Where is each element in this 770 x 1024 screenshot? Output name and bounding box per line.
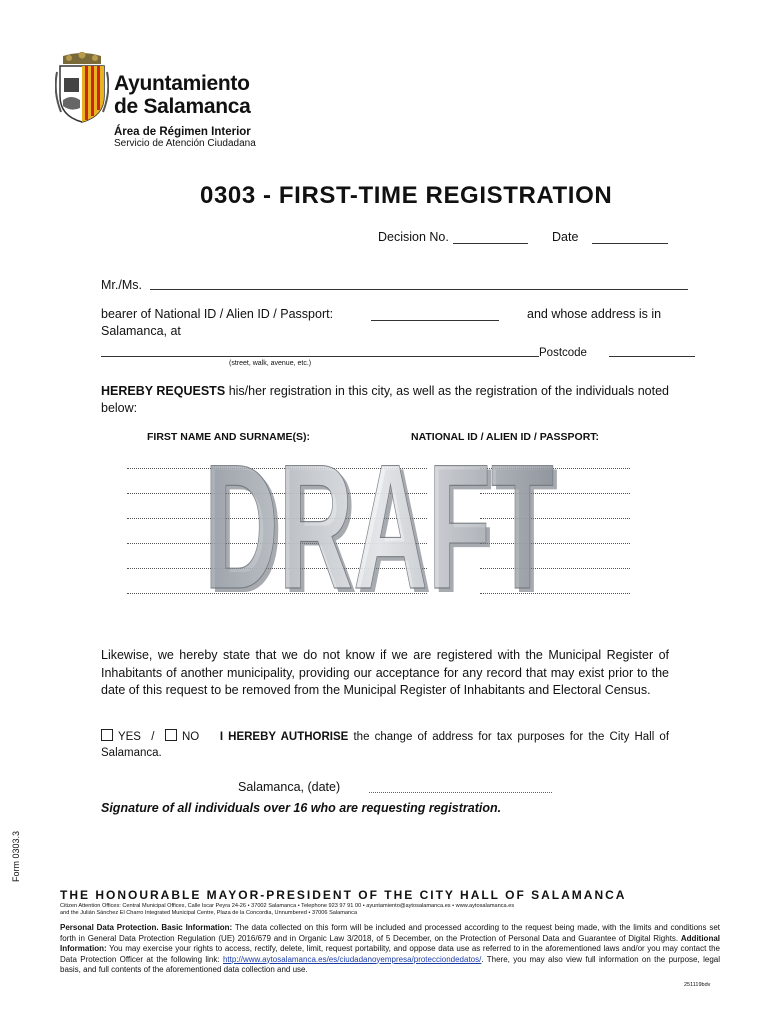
yes-label: YES <box>117 731 141 743</box>
offices-line-2: and the Julián Sánchez El Charro Integrated Municipal Centre, Plaza de la Concordia, Unnumbered • 37006 Salamanca <box>60 910 358 916</box>
likewise-paragraph: Likewise, we hereby state that we do not know if we are registered with the Municipal Register of Inhabitants of another municipality, providing our acceptance for any record that may exist prior to the date of this request to be removed from the Municipal Register of Inhabitants and Electoral Census. <box>101 648 669 697</box>
salamanca-at-label: Salamanca, at <box>101 324 181 338</box>
names-column-header: FIRST NAME AND SURNAME(S): <box>147 431 310 443</box>
mayor-heading: THE HONOURABLE MAYOR-PRESIDENT OF THE CITY HALL OF SALAMANCA <box>60 888 627 902</box>
street-hint: (street, walk, avenue, etc.) <box>229 360 312 367</box>
place-date-label: Salamanca, (date) <box>238 780 341 794</box>
legal-text-2: You may exercise your rights to access, rectify, delete, limit, request portability, and oppose data use as referred to in the aforementioned laws and/or you may contact the Data Protection Officer at the following link: <box>60 944 720 964</box>
svg-text:DRAFT: DRAFT <box>208 455 558 605</box>
decision-number-field[interactable] <box>453 243 528 244</box>
date-field[interactable] <box>592 243 668 244</box>
form-title: 0303 - FIRST-TIME REGISTRATION <box>200 182 613 209</box>
date-label: Date <box>552 230 579 244</box>
signature-note: Signature of all individuals over 16 who are requesting registration. <box>101 801 502 815</box>
draft-watermark <box>200 455 570 605</box>
draft-watermark-text: DRAFT <box>204 455 554 605</box>
no-label: NO <box>181 731 200 743</box>
org-name-line1: Ayuntamiento <box>114 72 250 95</box>
authorise-bold: I HEREBY AUTHORISE <box>219 731 349 743</box>
street-field[interactable] <box>101 356 539 357</box>
id-label: bearer of National ID / Alien ID / Passport: <box>101 307 334 321</box>
offices-line-1: Citizen Attention Offices: Central Municipal Offices, Calle Iscar Peyra 24-26 • 37002 Salamanca • Telephone 923 97 91 00 • ayuntamiento@aytosalamanca.es • www.aytosalamanca.es <box>60 903 515 909</box>
place-date-field[interactable] <box>369 792 552 793</box>
legal-bold-2: Additional Information: <box>60 933 720 953</box>
id-number-field[interactable] <box>371 320 499 321</box>
no-checkbox[interactable] <box>165 729 177 741</box>
legal-text-3: . There, you may also view full information on the purpose, legal basis, and full contents of the aforementioned data collection and use. <box>60 954 720 974</box>
coat-of-arms-logo <box>55 52 109 124</box>
org-name-line2: de Salamanca <box>114 95 251 118</box>
form-side-label: Form 0303.3 <box>11 830 21 882</box>
authorise-paragraph <box>101 729 669 761</box>
hereby-requests-text: his/her registration in this city, as well as the registration of the individuals noted below: <box>101 384 669 415</box>
service-name: Servicio de Atención Ciudadana <box>114 138 256 149</box>
id-column-header: NATIONAL ID / ALIEN ID / PASSPORT: <box>411 431 600 443</box>
document-code: 251119bdv <box>684 982 711 988</box>
mr-ms-label: Mr./Ms. <box>101 278 142 292</box>
address-label: and whose address is in <box>527 307 662 321</box>
legal-text-1: The data collected on this form will be included and processed according to the request being made, with the limits and conditions set forth in General Data Protection Regulation (UE) 2016/679 and in Organic Law 3/2018, of 5 December, on the Protection of Personal Data and Guarantee of Digital Rights. <box>60 923 721 943</box>
request-paragraph <box>101 383 669 417</box>
postcode-field[interactable] <box>609 356 695 357</box>
data-protection-notice <box>60 923 720 976</box>
yes-checkbox[interactable] <box>101 729 113 741</box>
slash: / <box>151 731 155 743</box>
postcode-label: Postcode <box>539 347 587 359</box>
legal-bold-1: Personal Data Protection. Basic Information: <box>60 923 233 932</box>
decision-label: Decision No. <box>378 230 449 244</box>
authorise-text: the change of address for tax purposes for the City Hall of Salamanca. <box>101 731 670 759</box>
name-field[interactable] <box>150 289 688 290</box>
department-name: Área de Régimen Interior <box>114 126 251 138</box>
data-protection-link[interactable]: http://www.aytosalamanca.es/es/ciudadanoyempresa/protecciondedatos/ <box>222 954 482 964</box>
hereby-requests-bold: HEREBY REQUESTS <box>101 384 226 398</box>
